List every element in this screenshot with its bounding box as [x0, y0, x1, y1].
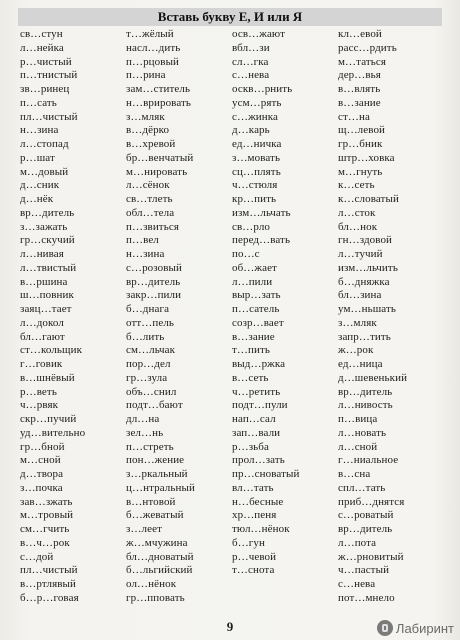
word-item: в…влять [338, 83, 381, 95]
word-item: гр…скучий [20, 234, 75, 247]
word-item: н…зина [20, 124, 59, 137]
word-item: л…нейка [20, 41, 64, 54]
word-item: л…нивость [338, 399, 393, 412]
word-item: д…шевенький [338, 371, 408, 384]
word-item: л…сёнок [126, 179, 170, 192]
word-item: вр…дитель [338, 385, 393, 398]
word-item: пл…чистый [20, 110, 78, 123]
word-item: ч…рвяк [20, 399, 59, 412]
watermark-text: Лабиринт [395, 620, 454, 636]
word-item: ж…рновитый [338, 550, 404, 563]
word-item: т…снота [232, 564, 275, 577]
word-item: м…сной [20, 454, 61, 467]
word-item: в…зание [232, 330, 275, 343]
word-item: б…днага [126, 303, 170, 315]
word-item: сц…плять [232, 165, 281, 178]
word-item: д…карь [232, 124, 270, 137]
word-column-2 [124, 28, 230, 618]
word-item: з…мовать [232, 151, 281, 164]
word-item: объ…снил [126, 385, 177, 398]
word-item: н…бесные [232, 495, 284, 508]
word-item: бр…венчатый [126, 151, 194, 164]
word-item: ж…мчужина [126, 536, 188, 549]
word-item: ц…нтральный [126, 481, 195, 494]
word-item: бл…гают [20, 330, 65, 343]
word-item: вр…дитель [338, 523, 393, 535]
word-item: ч…стюля [232, 179, 278, 192]
word-item: пот…мнело [338, 591, 395, 604]
word-item: з…зажать [20, 220, 68, 233]
word-item: ст…на [338, 110, 370, 123]
word-item: р…шат [20, 151, 55, 164]
word-item: з…ркальный [126, 468, 188, 480]
word-column-4 [336, 28, 442, 618]
word-column-1 [18, 28, 124, 618]
word-item: б…гун [232, 536, 265, 549]
word-item: в…нтовой [126, 495, 176, 508]
word-item: скр…пучий [20, 413, 77, 425]
word-item: в…хревой [126, 138, 176, 150]
word-item: ум…ньшать [338, 303, 397, 315]
page-number: 9 [226, 619, 234, 634]
word-item: вл…тать [232, 481, 274, 494]
word-item: в…сна [338, 468, 371, 480]
word-item: щ…левой [338, 124, 386, 137]
word-item: с…роватый [338, 509, 394, 522]
word-item: изм…льчать [232, 206, 291, 219]
word-item: зв…ринец [20, 83, 70, 95]
word-item: л…пили [232, 275, 273, 288]
word-item: г…ниальное [338, 454, 399, 467]
watermark [377, 618, 454, 638]
word-item: созр…вает [232, 316, 284, 329]
word-item: в…сеть [232, 371, 269, 384]
word-item: л…докол [20, 316, 64, 329]
word-item: дл…на [126, 413, 160, 425]
word-item: ч…пастый [338, 564, 390, 577]
word-item: ол…нёнок [126, 578, 177, 590]
word-item: штр…ховка [338, 151, 395, 164]
word-item: дер…вья [338, 69, 381, 82]
word-item: б…дняжка [338, 275, 390, 288]
word-item: гн…здовой [338, 234, 393, 247]
word-item: з…мляк [338, 316, 377, 329]
word-item: б…лить [126, 330, 165, 343]
word-item: хр…пеня [232, 509, 277, 522]
word-item: оскв…рнить [232, 83, 293, 95]
word-item: гр…бник [338, 138, 383, 150]
labirint-logo-icon [377, 620, 393, 636]
word-item: д…твора [20, 468, 64, 480]
word-item: обл…тела [126, 206, 175, 219]
word-item: вр…дитель [126, 275, 181, 288]
word-item: п…звиться [126, 220, 179, 233]
word-item: пон…жение [126, 454, 185, 467]
word-item: л…пота [338, 536, 377, 549]
word-item: п…рцовый [126, 55, 180, 68]
word-item: м…тровый [20, 509, 74, 522]
word-item: р…чевой [232, 550, 277, 563]
word-item: з…мляк [126, 110, 165, 123]
page-title: Вставь букву Е, И или Я [157, 9, 303, 24]
word-item: л…сток [338, 206, 376, 219]
word-item: зап…вали [232, 426, 281, 439]
word-item: зав…зжать [20, 495, 73, 508]
word-item: пл…чистый [20, 564, 78, 577]
word-item: св…рло [232, 220, 271, 233]
word-item: ед…ничка [232, 138, 282, 150]
word-columns [18, 28, 442, 618]
word-item: л…тучий [338, 248, 383, 260]
word-item: расс…рдить [338, 41, 397, 54]
word-item: прол…зать [232, 454, 285, 467]
word-item: в…ртлявый [20, 578, 77, 590]
word-item: б…льгийский [126, 564, 193, 577]
word-item: б…р…говая [20, 591, 79, 604]
word-item: р…веть [20, 385, 57, 398]
word-item: зел…нь [126, 426, 164, 439]
word-item: ст…кольщик [20, 344, 83, 357]
word-item: см…льчак [126, 344, 176, 357]
word-item: с…жинка [232, 110, 279, 123]
word-item: з…почка [20, 481, 63, 494]
word-item: кр…пить [232, 193, 277, 205]
word-item: д…нёк [20, 193, 54, 205]
word-item: п…рина [126, 69, 166, 82]
word-item: к…словатый [338, 193, 399, 205]
word-item: по…с [232, 248, 260, 260]
word-item: п…стреть [126, 440, 174, 453]
word-item: см…гчить [20, 523, 70, 535]
word-item: к…сеть [338, 179, 375, 192]
word-item: приб…днятся [338, 495, 405, 508]
word-item: перед…вать [232, 234, 291, 247]
word-item: с…розовый [126, 261, 183, 274]
word-item: зам…ститель [126, 83, 191, 95]
word-item: ч…ретить [232, 385, 281, 398]
word-item: насл…дить [126, 41, 181, 54]
word-item: вбл…зи [232, 41, 270, 54]
word-item: св…стун [20, 28, 63, 40]
word-item: п…тнистый [20, 69, 78, 82]
word-item: выд…ржка [232, 358, 286, 370]
word-item: с…нева [338, 578, 376, 590]
word-item: м…довый [20, 165, 69, 178]
word-item: в…ч…рок [20, 536, 70, 549]
word-item: уд…вительно [20, 426, 86, 439]
word-item: гр…пповать [126, 591, 185, 604]
word-item: м…нировать [126, 165, 188, 178]
word-item: п…вица [338, 413, 378, 425]
header-bar [18, 8, 442, 26]
word-item: л…твистый [20, 261, 77, 274]
word-item: с…нева [232, 69, 270, 82]
word-item: св…тлеть [126, 193, 173, 205]
word-item: нап…сал [232, 413, 276, 425]
word-item: б…жеватый [126, 509, 184, 522]
word-item: т…жёлый [126, 28, 174, 40]
word-item: спл…тать [338, 481, 386, 494]
word-item: л…новать [338, 426, 387, 439]
word-item: ш…повник [20, 289, 74, 302]
word-item: н…зина [126, 248, 165, 260]
word-item: гр…зула [126, 371, 168, 384]
word-item: в…зание [338, 96, 381, 109]
word-item: в…ршина [20, 275, 68, 288]
word-item: з…леет [126, 523, 163, 535]
word-item: об…жает [232, 261, 277, 274]
word-item: заяц…тает [20, 303, 72, 315]
word-item: гр…бной [20, 440, 65, 453]
word-item: п…сатель [232, 303, 280, 315]
word-item: выр…зать [232, 289, 281, 302]
word-item: подт…бают [126, 399, 183, 412]
word-item: запр…тить [338, 330, 391, 343]
word-item: пор…дел [126, 358, 171, 370]
word-item: закр…пили [126, 289, 182, 302]
word-item: пр…сноватый [232, 468, 300, 480]
word-item: н…врировать [126, 96, 192, 109]
word-item: м…гнуть [338, 165, 383, 178]
word-item: тюл…нёнок [232, 523, 290, 535]
word-item: м…таться [338, 55, 387, 68]
word-item: осв…жают [232, 28, 286, 40]
word-item: бл…зина [338, 289, 382, 302]
word-item: подт…пули [232, 399, 288, 412]
word-item: вр…дитель [20, 206, 75, 219]
word-item: кл…евой [338, 28, 382, 40]
word-item: л…стопад [20, 138, 69, 150]
word-item: т…пить [232, 344, 271, 357]
word-item: сл…гка [232, 55, 269, 68]
word-item: изм…льчить [338, 261, 398, 274]
word-item: бл…нок [338, 220, 378, 233]
word-item: р…зьба [232, 440, 269, 453]
word-item: г…говик [20, 358, 63, 370]
word-item: п…вел [126, 234, 159, 247]
word-column-3 [230, 28, 336, 618]
word-item: р…чистый [20, 55, 72, 68]
word-item: отт…пель [126, 316, 175, 329]
word-item: л…нивая [20, 248, 64, 260]
word-item: в…шнёвый [20, 371, 75, 384]
word-item: д…сник [20, 179, 60, 192]
word-item: с…дой [20, 550, 54, 563]
word-item: ж…рок [338, 344, 374, 357]
word-item: бл…дноватый [126, 550, 194, 563]
word-item: п…сать [20, 96, 57, 109]
word-item: ед…ница [338, 358, 383, 370]
word-item: усм…рять [232, 96, 282, 109]
word-item: в…дёрко [126, 124, 170, 137]
word-item: л…сной [338, 440, 378, 453]
